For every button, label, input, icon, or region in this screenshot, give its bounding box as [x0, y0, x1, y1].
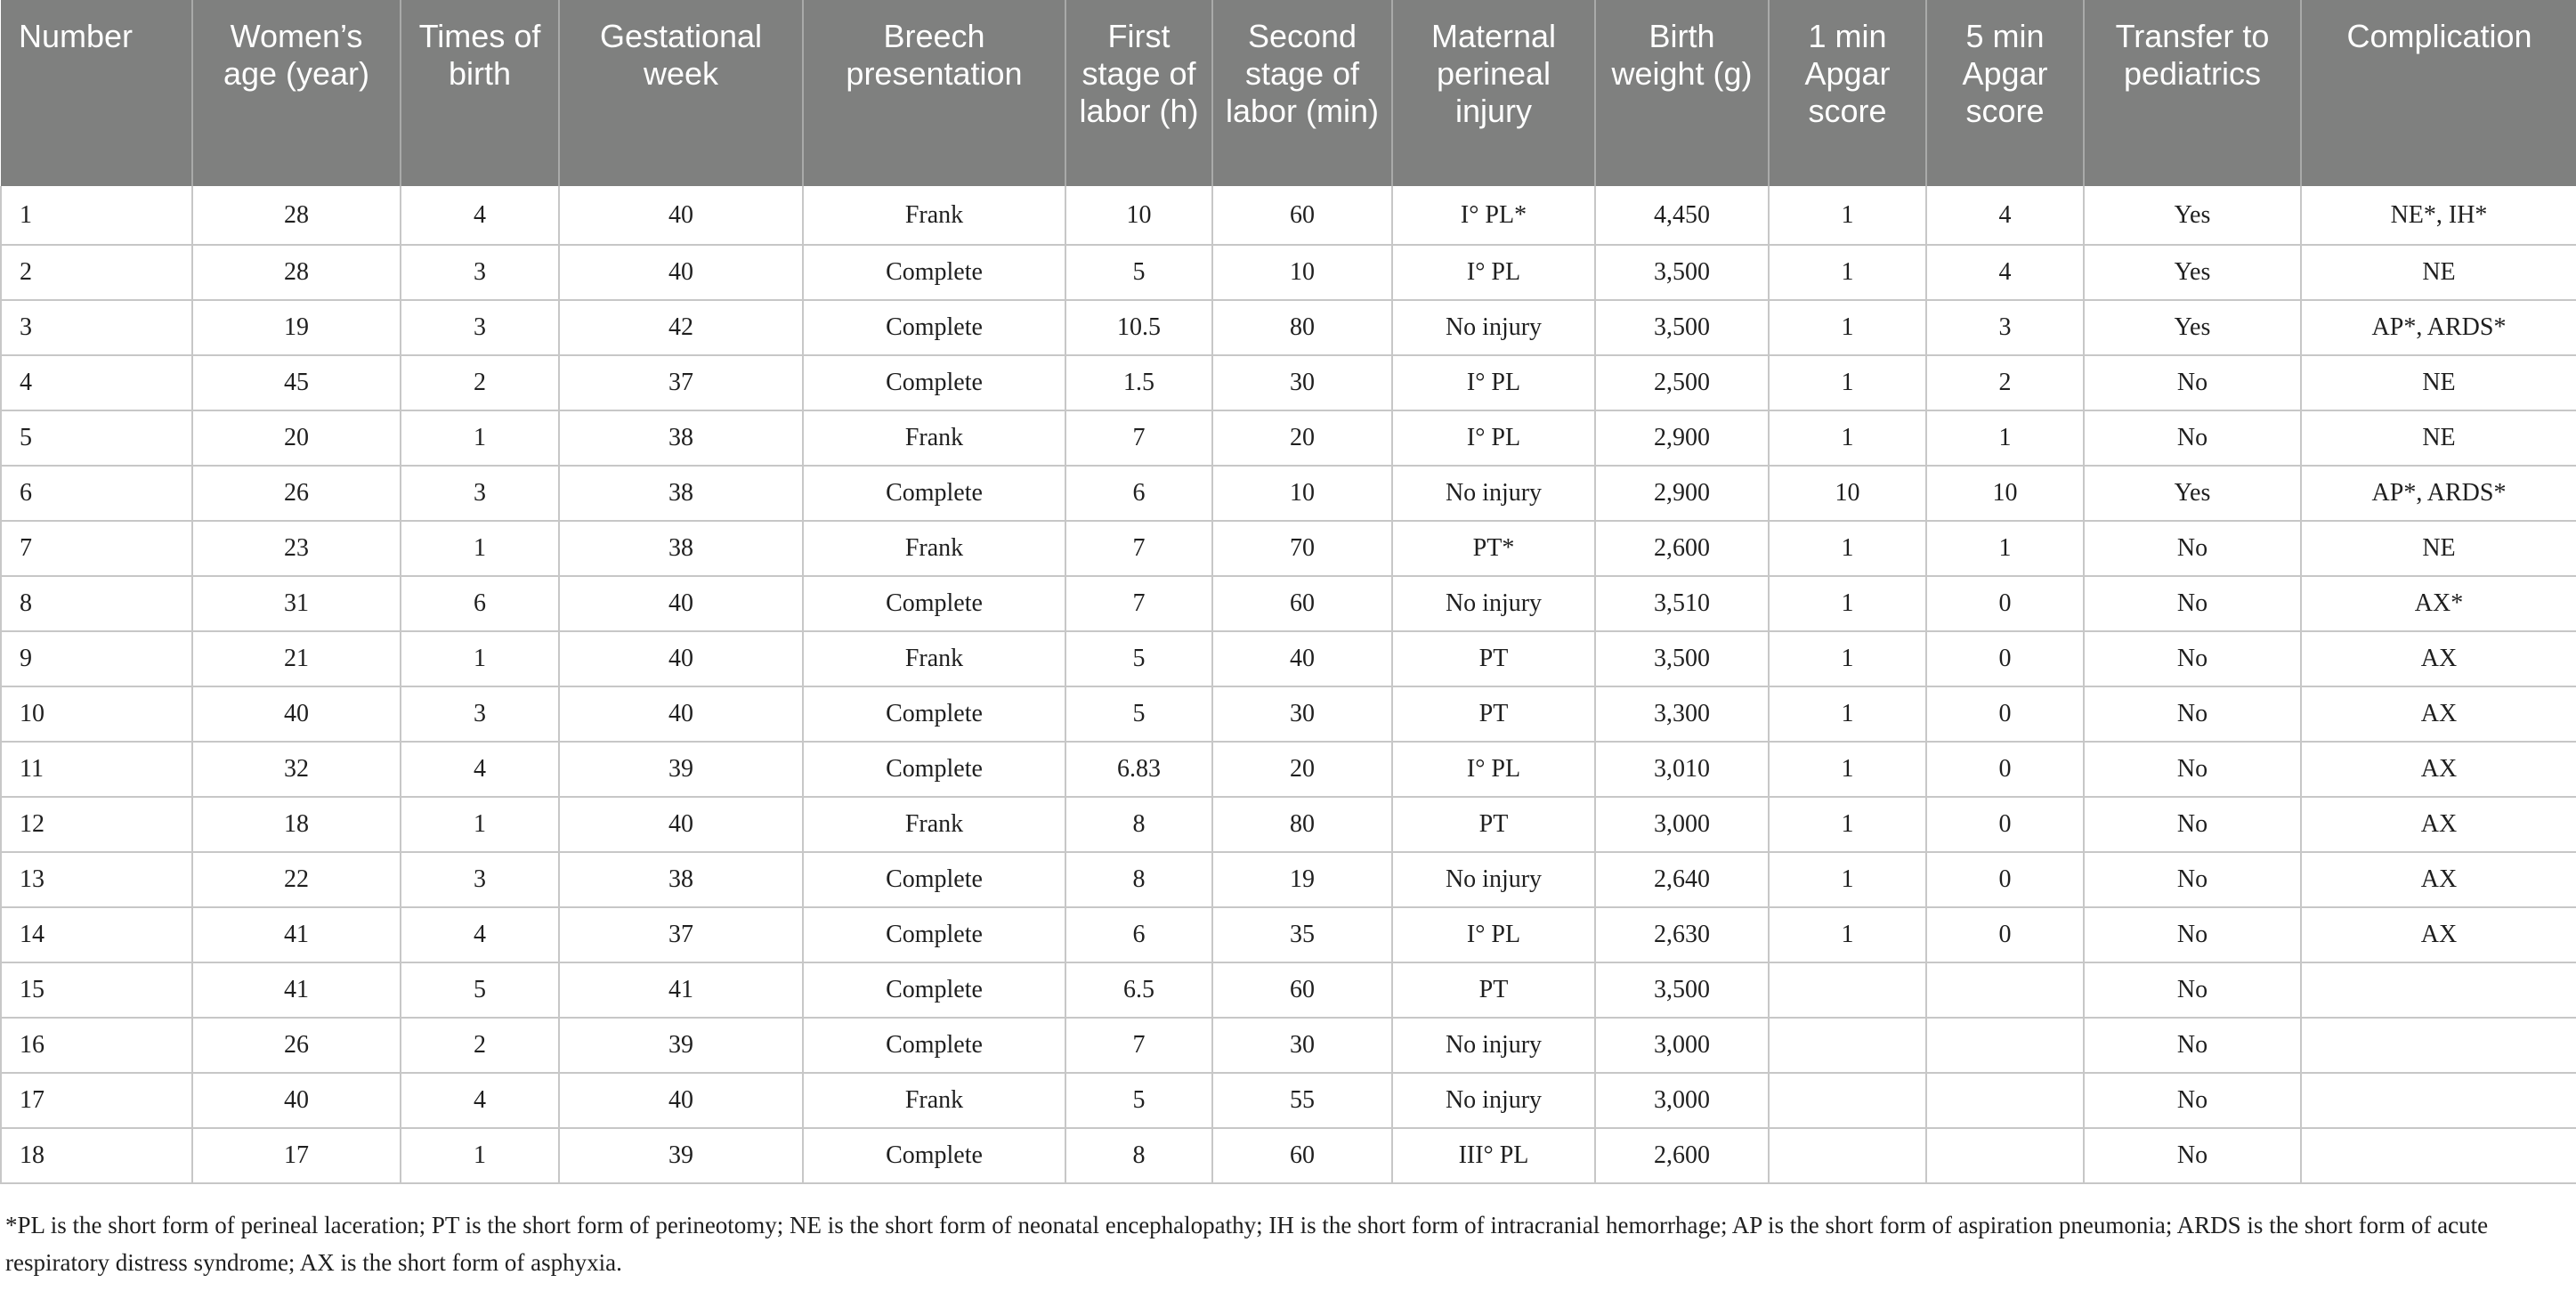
table-cell: No	[2084, 852, 2301, 907]
table-cell: Yes	[2084, 300, 2301, 355]
table-cell: 0	[1926, 907, 2084, 962]
table-cell: 3,500	[1595, 300, 1769, 355]
table-cell: No	[2084, 631, 2301, 686]
table-cell: 42	[559, 300, 803, 355]
table-cell: 0	[1926, 797, 2084, 852]
table-cell: 3	[1, 300, 192, 355]
table-cell: No injury	[1392, 1073, 1595, 1128]
table-cell: 19	[192, 300, 401, 355]
table-row	[1, 1073, 2576, 1128]
table-cell: Complete	[803, 962, 1065, 1018]
table-cell: 3,000	[1595, 797, 1769, 852]
table-cell: 8	[1, 576, 192, 631]
table-cell	[1926, 1073, 2084, 1128]
table-cell: 35	[1212, 907, 1392, 962]
table-cell: 5	[401, 962, 559, 1018]
table-cell: Complete	[803, 576, 1065, 631]
table-cell: 30	[1212, 355, 1392, 410]
table-cell: 28	[192, 186, 401, 245]
table-cell: 40	[559, 576, 803, 631]
table-cell: 30	[1212, 1018, 1392, 1073]
table-cell: 14	[1, 907, 192, 962]
table-cell: 26	[192, 466, 401, 521]
table-cell: 20	[1212, 410, 1392, 466]
table-cell	[1769, 1128, 1926, 1183]
table-cell: 10	[1212, 245, 1392, 300]
table-cell: 7	[1065, 1018, 1212, 1073]
column-header: First stage of labor (h)	[1065, 0, 1212, 186]
table-cell: 3	[401, 686, 559, 742]
table-cell: Yes	[2084, 245, 2301, 300]
table-cell: AP*, ARDS*	[2301, 466, 2576, 521]
table-cell: PT	[1392, 686, 1595, 742]
table-cell	[2301, 1128, 2576, 1183]
table-cell: 7	[1065, 521, 1212, 576]
table-cell: 1	[1769, 907, 1926, 962]
table-cell: 1	[1769, 300, 1926, 355]
table-cell: 2,900	[1595, 466, 1769, 521]
table-row	[1, 907, 2576, 962]
table-cell: No injury	[1392, 466, 1595, 521]
table-cell	[1769, 962, 1926, 1018]
table-cell: NE	[2301, 521, 2576, 576]
table-cell: 6.83	[1065, 742, 1212, 797]
table-cell: 2,600	[1595, 1128, 1769, 1183]
column-header: Maternal perineal injury	[1392, 0, 1595, 186]
table-cell: 40	[559, 797, 803, 852]
table-row	[1, 466, 2576, 521]
table-cell: 7	[1065, 576, 1212, 631]
table-cell: 3,500	[1595, 631, 1769, 686]
table-cell: 39	[559, 1018, 803, 1073]
table-cell: 2,640	[1595, 852, 1769, 907]
table-cell: Frank	[803, 410, 1065, 466]
table-cell: 9	[1, 631, 192, 686]
table-cell: 6	[1065, 907, 1212, 962]
table-cell: No	[2084, 355, 2301, 410]
table-cell: 2,630	[1595, 907, 1769, 962]
table-cell: No	[2084, 962, 2301, 1018]
table-cell: 1	[1926, 521, 2084, 576]
table-cell: 16	[1, 1018, 192, 1073]
table-cell: 0	[1926, 852, 2084, 907]
table-cell: 60	[1212, 1128, 1392, 1183]
column-header: Transfer to pediatrics	[2084, 0, 2301, 186]
table-cell: 1	[1926, 410, 2084, 466]
table-cell: NE	[2301, 410, 2576, 466]
table-cell	[2301, 1018, 2576, 1073]
table-cell: 15	[1, 962, 192, 1018]
table-cell: No	[2084, 1018, 2301, 1073]
table-cell: No	[2084, 576, 2301, 631]
table-cell: 11	[1, 742, 192, 797]
table-row	[1, 521, 2576, 576]
table-cell	[1926, 1128, 2084, 1183]
table-cell: 2	[401, 1018, 559, 1073]
table-cell: 7	[1, 521, 192, 576]
table-cell: Yes	[2084, 466, 2301, 521]
table-cell: 1	[1769, 631, 1926, 686]
table-cell: 80	[1212, 797, 1392, 852]
table-cell: No injury	[1392, 852, 1595, 907]
table-cell: 1	[1769, 852, 1926, 907]
table-cell: 3	[401, 245, 559, 300]
table-cell: No	[2084, 742, 2301, 797]
table-cell: AX	[2301, 852, 2576, 907]
table-cell: 23	[192, 521, 401, 576]
table-cell: 17	[1, 1073, 192, 1128]
table-cell: 0	[1926, 631, 2084, 686]
table-cell: 1	[401, 631, 559, 686]
table-cell: 3,500	[1595, 962, 1769, 1018]
table-header	[1, 0, 2576, 186]
table-cell: Complete	[803, 742, 1065, 797]
table-row	[1, 355, 2576, 410]
table-cell: AX	[2301, 631, 2576, 686]
table-cell: 19	[1212, 852, 1392, 907]
table-cell: 7	[1065, 410, 1212, 466]
table-cell: AP*, ARDS*	[2301, 300, 2576, 355]
table-cell: Frank	[803, 1073, 1065, 1128]
table-cell: 38	[559, 466, 803, 521]
column-header: Number	[1, 0, 192, 186]
table-cell: 6	[1, 466, 192, 521]
table-cell: 6	[401, 576, 559, 631]
table-cell: 40	[559, 686, 803, 742]
table-cell	[1926, 962, 2084, 1018]
table-cell: 3,010	[1595, 742, 1769, 797]
table-cell: 41	[192, 907, 401, 962]
table-cell: NE	[2301, 355, 2576, 410]
column-header: Women’s age (year)	[192, 0, 401, 186]
table-cell: I° PL	[1392, 410, 1595, 466]
table-cell: 1	[401, 797, 559, 852]
table-cell: 70	[1212, 521, 1392, 576]
table-cell	[1769, 1073, 1926, 1128]
table-cell: 3,000	[1595, 1018, 1769, 1073]
table-cell: I° PL	[1392, 742, 1595, 797]
table-cell: 2,500	[1595, 355, 1769, 410]
table-row	[1, 300, 2576, 355]
table-cell: 38	[559, 410, 803, 466]
table-footnote: *PL is the short form of perineal laceration; PT is the short form of perineotomy; NE is the short form of neonatal encephalopathy; IH is the short form of intracranial hemorrhage; AP is the short form of aspiration pneumonia; ARDS is the short form of acute respiratory distress syndrome; AX is the short form of asphyxia.	[5, 1212, 2489, 1276]
column-header: Times of birth	[401, 0, 559, 186]
table-cell: AX	[2301, 797, 2576, 852]
table-cell: 39	[559, 1128, 803, 1183]
table-cell: 1	[1769, 742, 1926, 797]
table-cell: 5	[1, 410, 192, 466]
table-cell: 20	[192, 410, 401, 466]
table-cell: 32	[192, 742, 401, 797]
column-header: 1 min Apgar score	[1769, 0, 1926, 186]
table-cell: 1	[1769, 355, 1926, 410]
table-cell: 8	[1065, 797, 1212, 852]
table-cell: AX*	[2301, 576, 2576, 631]
table-cell: 10	[1769, 466, 1926, 521]
table-cell: 0	[1926, 576, 2084, 631]
table-cell: Complete	[803, 300, 1065, 355]
table-cell: 40	[559, 631, 803, 686]
table-cell: 4,450	[1595, 186, 1769, 245]
table-row	[1, 576, 2576, 631]
table-cell: 40	[559, 1073, 803, 1128]
table-cell: 10.5	[1065, 300, 1212, 355]
table-cell: NE*, IH*	[2301, 186, 2576, 245]
table-cell: AX	[2301, 907, 2576, 962]
table-cell: AX	[2301, 742, 2576, 797]
table-cell: 1	[1, 186, 192, 245]
table-cell: 40	[192, 1073, 401, 1128]
table-cell: 1	[1769, 245, 1926, 300]
table-row	[1, 245, 2576, 300]
table-row	[1, 186, 2576, 245]
table-cell: 6.5	[1065, 962, 1212, 1018]
table-row	[1, 797, 2576, 852]
table-cell: I° PL	[1392, 907, 1595, 962]
table-cell: 41	[192, 962, 401, 1018]
table-cell: 1.5	[1065, 355, 1212, 410]
table-cell: 40	[1212, 631, 1392, 686]
table-row	[1, 962, 2576, 1018]
table-cell: III° PL	[1392, 1128, 1595, 1183]
table-cell: No	[2084, 797, 2301, 852]
table-cell: 1	[1769, 521, 1926, 576]
header-row	[1, 0, 2576, 186]
table-cell: 17	[192, 1128, 401, 1183]
table-cell: 8	[1065, 852, 1212, 907]
table-cell: 60	[1212, 576, 1392, 631]
table-cell: No	[2084, 521, 2301, 576]
table-cell: 18	[192, 797, 401, 852]
table-cell: 60	[1212, 962, 1392, 1018]
table-cell: 1	[1769, 576, 1926, 631]
table-cell: PT	[1392, 797, 1595, 852]
table-cell: NE	[2301, 245, 2576, 300]
table-row	[1, 742, 2576, 797]
table-cell: 5	[1065, 686, 1212, 742]
table-cell: 38	[559, 852, 803, 907]
table-cell: 13	[1, 852, 192, 907]
table-cell: 60	[1212, 186, 1392, 245]
column-header: 5 min Apgar score	[1926, 0, 2084, 186]
table-cell: 3,500	[1595, 245, 1769, 300]
table-row	[1, 852, 2576, 907]
table-cell: 40	[559, 186, 803, 245]
table-cell: 1	[1769, 410, 1926, 466]
column-header: Complication	[2301, 0, 2576, 186]
table-cell: Complete	[803, 852, 1065, 907]
table-body	[1, 186, 2576, 1183]
table-cell: 6	[1065, 466, 1212, 521]
table-cell: 4	[1926, 245, 2084, 300]
table-cell	[2301, 962, 2576, 1018]
table-cell: 20	[1212, 742, 1392, 797]
column-header: Breech presentation	[803, 0, 1065, 186]
table-cell: No	[2084, 686, 2301, 742]
column-header: Gestational week	[559, 0, 803, 186]
table-cell: Complete	[803, 686, 1065, 742]
table-cell: Frank	[803, 186, 1065, 245]
table-cell: 3	[1926, 300, 2084, 355]
table-cell: 5	[1065, 1073, 1212, 1128]
table-cell: 2	[1, 245, 192, 300]
table-cell: 21	[192, 631, 401, 686]
table-cell: 80	[1212, 300, 1392, 355]
table-cell	[1769, 1018, 1926, 1073]
table-cell: Complete	[803, 245, 1065, 300]
table-row	[1, 631, 2576, 686]
table-cell: 18	[1, 1128, 192, 1183]
table-cell: 3	[401, 852, 559, 907]
table-row	[1, 686, 2576, 742]
table-cell: No injury	[1392, 1018, 1595, 1073]
table-cell: Complete	[803, 355, 1065, 410]
table-cell: Frank	[803, 521, 1065, 576]
table-cell: 22	[192, 852, 401, 907]
table-cell: 12	[1, 797, 192, 852]
table-cell: Complete	[803, 1018, 1065, 1073]
table-cell	[1926, 1018, 2084, 1073]
table-cell: PT*	[1392, 521, 1595, 576]
table-cell: 4	[1926, 186, 2084, 245]
table-cell: Yes	[2084, 186, 2301, 245]
table-cell: 4	[401, 1073, 559, 1128]
table-cell: 2,900	[1595, 410, 1769, 466]
table-cell: Frank	[803, 797, 1065, 852]
table-row	[1, 1018, 2576, 1073]
table-cell: No	[2084, 410, 2301, 466]
table-cell: 0	[1926, 686, 2084, 742]
table-cell: 1	[401, 410, 559, 466]
table-cell: Complete	[803, 466, 1065, 521]
table-cell: 28	[192, 245, 401, 300]
table-cell: 4	[1, 355, 192, 410]
table-cell: 39	[559, 742, 803, 797]
table-cell: I° PL	[1392, 245, 1595, 300]
table-cell: 26	[192, 1018, 401, 1073]
table-cell: 10	[1212, 466, 1392, 521]
table-cell: 38	[559, 521, 803, 576]
table-cell: 30	[1212, 686, 1392, 742]
table-cell: 4	[401, 742, 559, 797]
table-cell: 5	[1065, 631, 1212, 686]
table-cell: 1	[1769, 797, 1926, 852]
table-row	[1, 410, 2576, 466]
table-cell: 1	[1769, 186, 1926, 245]
table-cell: No injury	[1392, 300, 1595, 355]
table-cell: 1	[1769, 686, 1926, 742]
table-cell: 3	[401, 300, 559, 355]
table-cell: 10	[1, 686, 192, 742]
table-cell: 3	[401, 466, 559, 521]
table-cell: AX	[2301, 686, 2576, 742]
table-cell: 40	[192, 686, 401, 742]
table-cell: I° PL*	[1392, 186, 1595, 245]
table-cell: 10	[1926, 466, 2084, 521]
column-header: Birth weight (g)	[1595, 0, 1769, 186]
table-cell: 2,600	[1595, 521, 1769, 576]
table-cell: 2	[1926, 355, 2084, 410]
table-cell: 45	[192, 355, 401, 410]
table-row	[1, 1128, 2576, 1183]
table-cell: Complete	[803, 1128, 1065, 1183]
table-cell: 37	[559, 355, 803, 410]
table-cell: 0	[1926, 742, 2084, 797]
table-cell: No	[2084, 1073, 2301, 1128]
table-cell: 31	[192, 576, 401, 631]
table-cell: 2	[401, 355, 559, 410]
table-cell: 10	[1065, 186, 1212, 245]
table-cell: 3,510	[1595, 576, 1769, 631]
table-cell: PT	[1392, 631, 1595, 686]
column-header: Second stage of labor (min)	[1212, 0, 1392, 186]
table-cell: 55	[1212, 1073, 1392, 1128]
table-cell: 8	[1065, 1128, 1212, 1183]
table-cell: Complete	[803, 907, 1065, 962]
table-cell: 1	[401, 1128, 559, 1183]
table-cell: I° PL	[1392, 355, 1595, 410]
table-cell: Frank	[803, 631, 1065, 686]
table-cell: No	[2084, 907, 2301, 962]
table-cell	[2301, 1073, 2576, 1128]
table-cell: PT	[1392, 962, 1595, 1018]
table-cell: 40	[559, 245, 803, 300]
table-cell: 41	[559, 962, 803, 1018]
table-cell: 4	[401, 186, 559, 245]
table-cell: 4	[401, 907, 559, 962]
table-cell: 3,000	[1595, 1073, 1769, 1128]
table-cell: No injury	[1392, 576, 1595, 631]
table-cell: No	[2084, 1128, 2301, 1183]
table-cell: 3,300	[1595, 686, 1769, 742]
table-cell: 1	[401, 521, 559, 576]
table-cell: 5	[1065, 245, 1212, 300]
table-cell: 37	[559, 907, 803, 962]
